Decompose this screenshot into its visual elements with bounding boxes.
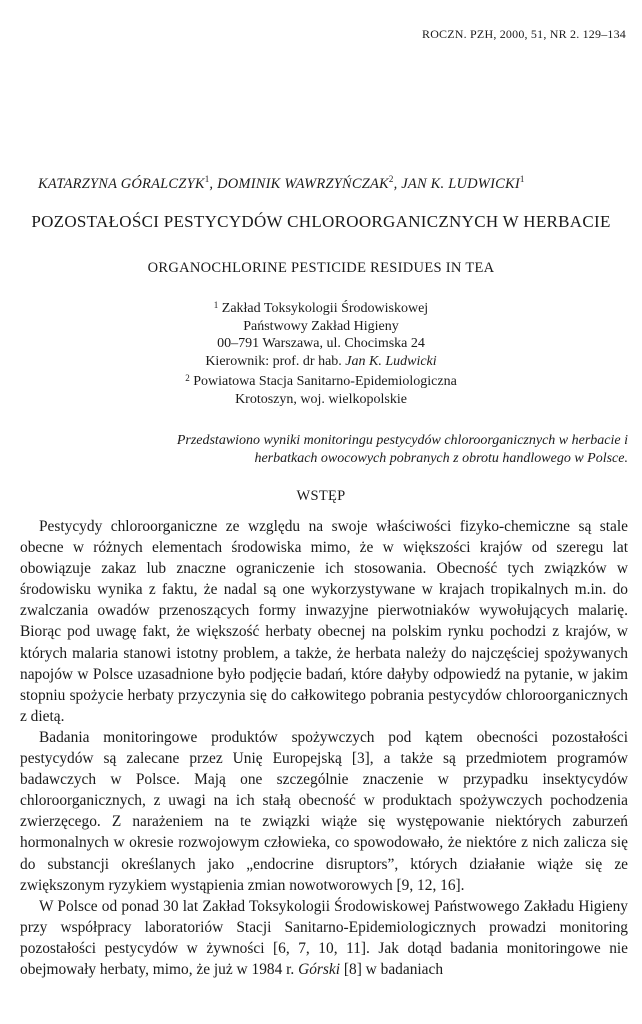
department-head-name: Jan K. Ludwicki (345, 353, 437, 369)
affiliations (0, 297, 642, 408)
affiliation-mark: 2 (388, 174, 394, 184)
author-list: KATARZYNA GÓRALCZYK$^1$, DOMINIK WAWRZYŃCZAK$^2$, JAN K. LUDWICKI$^1$ (38, 174, 525, 192)
paragraph: Badania monitoringowe produktów spożywczych pod kątem obecności pozostałości pestycydów są zalecane przez Unię Europejską [3], a także są przedmiotem programów badawczych w Polsce. Mają one szczególnie znaczenie w przypadku insektycydów chloroorganicznych, z uwagi na ich stałą obecność w produktach spożywczych pochodzenia zwierzęcego. Z narażeniem na te związki wiąże się występowanie niektórych zaburzeń hormonalnych w okresie rozwojowym człowieka, co spowodowało, że niektóre z nich zalicza się do substancji określanych jako „endocrine disruptors”, których działanie wiąże się ze zwiększonym ryzykiem wystąpienia zmian nowotworowych [9, 12, 16]. (20, 728, 628, 894)
section-heading: WSTĘP (296, 488, 346, 504)
cited-author: Górski (298, 960, 341, 978)
author-name: DOMINIK WAWRZYŃCZAK (217, 175, 389, 192)
body-text (20, 516, 628, 980)
abstract: Przedstawiono wyniki monitoringu pestycydów chloroorganicznych w herbacie i herbatkach owocowych pobranych z obrotu handlowego w Polsce. (176, 433, 628, 466)
affiliation-mark: 2 (185, 373, 190, 383)
affiliation-2-line: $^2$ Powiatowa Stacja Sanitarno-Epidemiologiczna (185, 373, 457, 389)
affiliation-mark: 1 (213, 300, 219, 310)
affiliation-1-line: Państwowy Zakład Higieny (243, 318, 399, 334)
paragraph: Pestycydy chloroorganiczne ze względu na swoje właściwości fizyko-chemiczne są stale obecne w różnych elementach środowiska mimo, że w większości krajów od szeregu lat obowiązuje zakaz lub znaczne ograniczenie ich stosowania. Obecność tych związków w środowisku wynika z faktu, że nadal są one wykorzystywane w krajach tropikalnych m.in. do zwalczania owadów przenoszących formy inwazyjne pierwotniaków wywołujących malarię. Biorąc pod uwagę fakt, że większość herbaty obecnej na polskim rynku pochodzi z krajów, w których malaria stanowi istotny problem, a także, że herbata należy do najczęściej spożywanych napojów w Polsce uzasadnione było podjęcie badań, które dałyby odpowiedź na pytanie, w jakim stopniu spożycie herbaty przyczynia się do całkowitego pobrania pestycydów chloroorganicznych z dietą. (20, 518, 628, 725)
title-polish: POZOSTAŁOŚCI PESTYCYDÓW CHLOROORGANICZNYCH W HERBACIE (31, 212, 611, 231)
author-name: JAN K. LUDWICKI (401, 175, 520, 192)
title-english: ORGANOCHLORINE PESTICIDE RESIDUES IN TEA (147, 260, 495, 276)
affiliation-1-address: 00–791 Warszawa, ul. Chocimska 24 (217, 336, 425, 351)
author-name: KATARZYNA GÓRALCZYK (38, 175, 205, 192)
paragraph: W Polsce od ponad 30 lat Zakład Toksykologii Środowiskowej Państwowego Zakładu Higieny przy współpracy laboratoriów Stacji Sanitarno-Epidemiologicznych prowadzi monitoring pozostałości pestycydów w żywności [6, 7, 10, 11]. Jak dotąd badania monitoringowe nie obejmowały herbaty, mimo, że już w 1984 r. Górski [8] w badaniach (20, 897, 628, 978)
department-head: Kierownik: prof. dr hab. Jan K. Ludwicki (205, 353, 437, 369)
affiliation-2-address: Krotoszyn, woj. wielkopolskie (235, 391, 407, 407)
affiliation-mark: 1 (204, 174, 210, 184)
affiliation-1-line: $^1$ Zakład Toksykologii Środowiskowej (213, 300, 429, 316)
affiliation-mark: 1 (519, 174, 525, 184)
journal-reference: ROCZN. PZH, 2000, 51, NR 2. 129–134 (421, 27, 626, 41)
